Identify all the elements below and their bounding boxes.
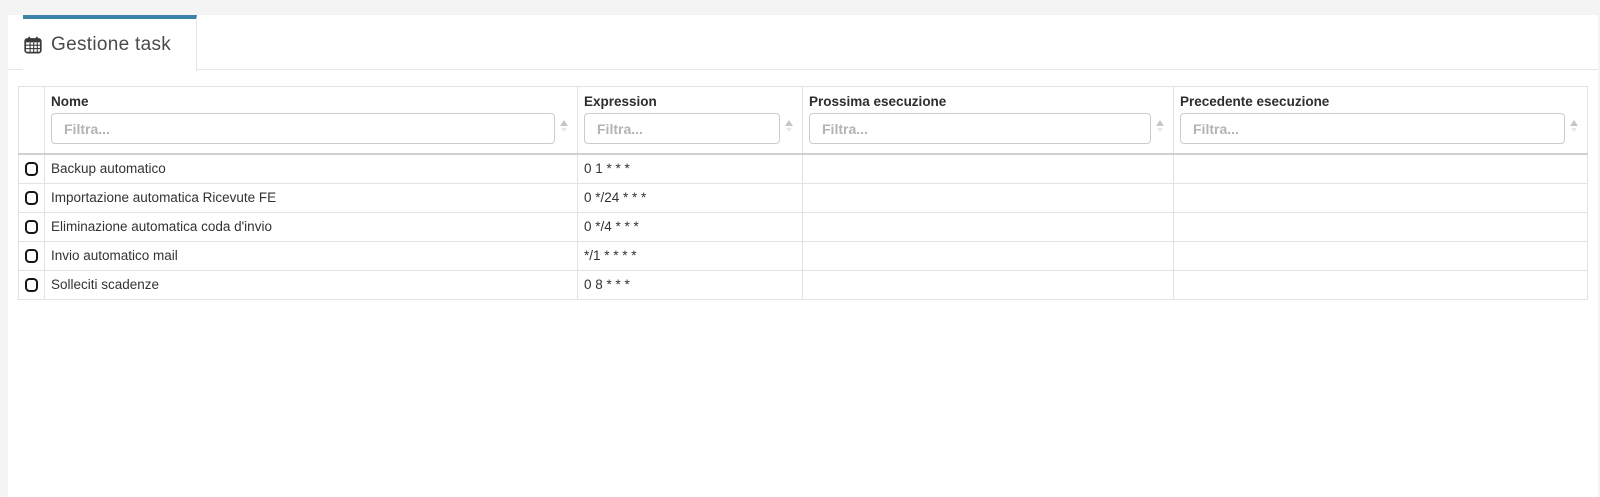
cell-prossima [803,212,1174,241]
row-checkbox-cell [19,154,45,183]
column-label-nome: Nome [51,94,89,109]
column-header-expression [578,87,803,155]
table-row[interactable] [19,183,1588,212]
row-checkbox[interactable] [25,191,38,205]
row-checkbox-cell [19,270,45,299]
cell-nome: Eliminazione automatica coda d'invio [45,212,578,241]
cell-precedente [1174,212,1588,241]
sort-desc-icon [1571,128,1577,132]
task-table-container [18,86,1598,300]
task-table [18,86,1588,300]
header-row [19,87,1588,155]
cell-prossima [803,241,1174,270]
cell-precedente [1174,154,1588,183]
table-row[interactable] [19,270,1588,299]
sort-icon-prossima-esecuzione[interactable] [1155,120,1165,134]
sort-asc-icon [785,120,793,126]
cell-prossima [803,183,1174,212]
tab-gestione-task[interactable] [23,15,197,71]
cell-precedente [1174,270,1588,299]
row-checkbox-cell [19,241,45,270]
column-header-prossima-esecuzione [803,87,1174,155]
sort-desc-icon [561,128,567,132]
row-checkbox[interactable] [25,220,38,234]
sort-icon-expression[interactable] [784,120,794,134]
content-panel [8,15,1598,497]
row-checkbox-cell [19,212,45,241]
row-checkbox[interactable] [25,278,38,292]
column-header-precedente-esecuzione [1174,87,1588,155]
filter-input-expression[interactable] [584,113,780,144]
column-label-precedente-esecuzione: Precedente esecuzione [1180,94,1330,109]
calendar-icon [24,36,42,54]
cell-prossima [803,154,1174,183]
sort-icon-nome[interactable] [559,120,569,134]
sort-desc-icon [786,128,792,132]
row-checkbox[interactable] [25,162,38,176]
row-checkbox[interactable] [25,249,38,263]
cell-expression: 0 */4 * * * [578,212,803,241]
table-row[interactable] [19,212,1588,241]
table-row[interactable] [19,154,1588,183]
sort-asc-icon [1156,120,1164,126]
cell-prossima [803,270,1174,299]
sort-asc-icon [1570,120,1578,126]
filter-input-prossima-esecuzione[interactable] [809,113,1151,144]
filter-input-precedente-esecuzione[interactable] [1180,113,1565,144]
column-label-expression: Expression [584,94,657,109]
sort-desc-icon [1157,128,1163,132]
tab-bar [8,15,1598,70]
cell-nome: Solleciti scadenze [45,270,578,299]
cell-expression: 0 1 * * * [578,154,803,183]
row-checkbox-cell [19,183,45,212]
filter-input-nome[interactable] [51,113,555,144]
cell-expression: 0 */24 * * * [578,183,803,212]
cell-expression: 0 8 * * * [578,270,803,299]
cell-nome: Invio automatico mail [45,241,578,270]
cell-nome: Importazione automatica Ricevute FE [45,183,578,212]
sort-icon-precedente-esecuzione[interactable] [1569,120,1579,134]
table-row[interactable] [19,241,1588,270]
cell-expression: */1 * * * * [578,241,803,270]
cell-nome: Backup automatico [45,154,578,183]
column-label-prossima-esecuzione: Prossima esecuzione [809,94,947,109]
column-header-nome [45,87,578,155]
cell-precedente [1174,183,1588,212]
cell-precedente [1174,241,1588,270]
table-body [19,154,1588,299]
sort-asc-icon [560,120,568,126]
header-select-cell [19,87,45,155]
tab-label: Gestione task [51,34,172,55]
